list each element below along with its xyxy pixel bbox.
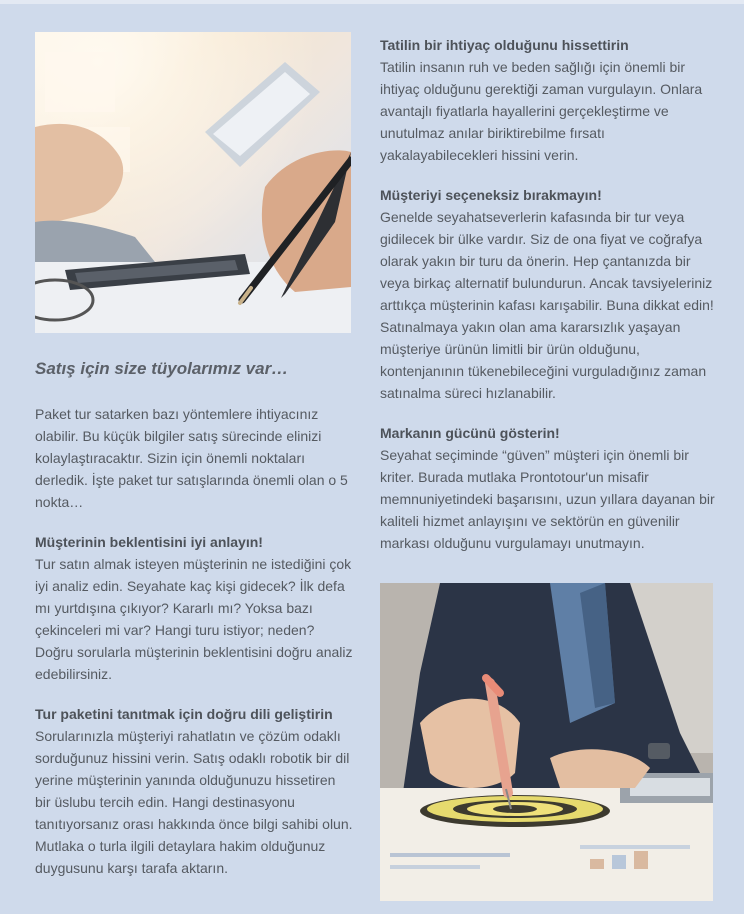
right-column bbox=[380, 34, 715, 572]
tip-text: Seyahat seçiminde “güven” müşteri için önemli bir kriter. Burada mutlaka Prontotour'un misafir memnuniyetindeki başarısını, uzun yıllara dayanan bir kaliteli hizmet anlayışını ve sektörün en güvenilir markası olduğunu vurgulamayı unutmayın. bbox=[380, 447, 715, 551]
tip-heading: Tur paketini tanıtmak için doğru dili geliştirin bbox=[35, 706, 333, 722]
tip-text: Tatilin insanın ruh ve beden sağlığı için önemli bir ihtiyaç olduğunu gerektiği zaman vurgulayın. Onlara avantajlı fiyatlarla hayallerini gerçekleştirme ve unutulmaz anılar biriktirebilme fırsatı yakalayabilecekleri hissini verin. bbox=[380, 59, 703, 163]
tip-text: Sorularınızla müşteriyi rahatlatın ve çözüm odaklı sorduğunuz hissini verin. Satış odaklı robotik bir dil yerine müşterinin yanında olduğunuzu hissetiren bir üslubu tercih edin. Hangi destinasyonu tanıtıyorsanız orası hakkında önce bilgi sahibi olun. Mutlaka o turla ilgili detaylara hakim olduğunuz duygusunu karşı tarafa aktarın. bbox=[35, 728, 353, 876]
photo-hands-tablet-pen-illustration bbox=[35, 32, 351, 333]
photo-hands-tablet-pen bbox=[35, 32, 351, 333]
tip-heading: Müşteriyi seçeneksiz bırakmayın! bbox=[380, 187, 602, 203]
tip-text: Tur satın almak isteyen müşterinin ne istediğini çok iyi analiz edin. Seyahate kaç kişi gidecek? İlk defa mı yurtdışına çıkıyor? Kararlı mı? Yoksa bazı çekinceleri mi var? Hangi turu istiyor; neden? Doğru sorularla müşterinin beklentisini doğru analiz edebilirsiniz. bbox=[35, 556, 353, 682]
photo-dart-target bbox=[380, 583, 713, 901]
top-bar bbox=[0, 0, 744, 4]
tip-vacation-need bbox=[380, 34, 715, 166]
tip-heading: Markanın gücünü gösterin! bbox=[380, 425, 560, 441]
tip-right-language bbox=[35, 703, 353, 879]
intro-paragraph bbox=[35, 403, 353, 513]
intro-text: Paket tur satarken bazı yöntemlere ihtiyacınız olabilir. Bu küçük bilgiler satış sürecinde elinizi kolaylaştıracaktır. Sizin için önemli noktaları derledik. İşte paket tur satışlarında önemli olan o 5 nokta… bbox=[35, 406, 348, 510]
tip-understand-expectations bbox=[35, 531, 353, 685]
tip-text: Genelde seyahatseverlerin kafasında bir tur veya gidilecek bir ülke vardır. Siz de ona fiyat ve coğrafya olarak yakın bir turu da önerin. Hep çantanızda bir veya birkaç alternatif bulundurun. Ancak tavsiyeleriniz arttıkça müşterinin kafası karışabilir. Buna dikkat edin! Satınalmaya yakın olan ama kararsızlık yaşayan müşteriye ürünün limitli bir ürün olduğunu, kontenjanının tükenebileceğini vurguladığınız zaman satınalma süreci hızlanabilir. bbox=[380, 209, 714, 401]
tip-heading: Tatilin bir ihtiyaç olduğunu hissettirin bbox=[380, 37, 629, 53]
photo-dart-target-illustration bbox=[380, 583, 713, 901]
tip-brand-power bbox=[380, 422, 715, 554]
tip-offer-options bbox=[380, 184, 715, 404]
left-column bbox=[35, 32, 353, 897]
tip-heading: Müşterinin beklentisini iyi anlayın! bbox=[35, 534, 263, 550]
tips-section-title: Satış için size tüyolarımız var… bbox=[35, 359, 289, 378]
